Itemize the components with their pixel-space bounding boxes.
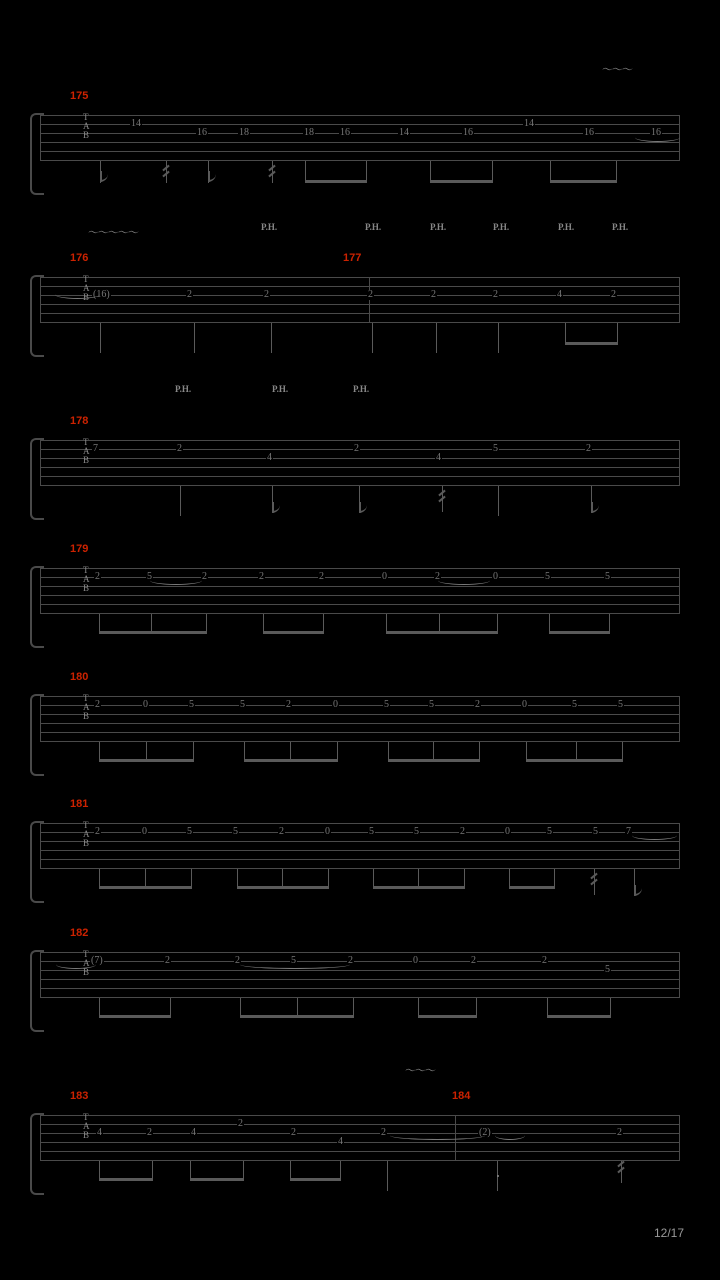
fret-number: 0 bbox=[413, 955, 418, 966]
fret-number: 2 bbox=[95, 571, 100, 582]
fret-number: (16) bbox=[93, 289, 110, 300]
fret-number: 2 bbox=[435, 571, 440, 582]
fret-number: 5 bbox=[369, 826, 374, 837]
fret-number: 0 bbox=[505, 826, 510, 837]
fret-number: 2 bbox=[279, 826, 284, 837]
tab-clef: T A B bbox=[83, 437, 90, 465]
fret-number: 5 bbox=[493, 443, 498, 454]
fret-number: 0 bbox=[143, 699, 148, 710]
fret-number: 2 bbox=[348, 955, 353, 966]
tab-clef: T A B bbox=[83, 565, 90, 593]
fret-number: 0 bbox=[382, 571, 387, 582]
tab-clef: T A B bbox=[83, 112, 90, 140]
measure-number: 177 bbox=[343, 252, 362, 264]
slur bbox=[240, 960, 350, 969]
fret-number: 2 bbox=[95, 699, 100, 710]
fret-number: 2 bbox=[586, 443, 591, 454]
tab-staff bbox=[40, 112, 680, 161]
fret-number: 2 bbox=[95, 826, 100, 837]
fret-number: 16 bbox=[197, 127, 207, 138]
pinch-harmonic-label: P.H. bbox=[493, 222, 510, 232]
measure-number: 182 bbox=[70, 927, 89, 939]
fret-number: 4 bbox=[97, 1127, 102, 1138]
pinch-harmonic-label: P.H. bbox=[365, 222, 382, 232]
pinch-harmonic-label: P.H. bbox=[175, 384, 192, 394]
fret-number: 14 bbox=[524, 118, 534, 129]
fret-number: 16 bbox=[340, 127, 350, 138]
fret-number: 16 bbox=[463, 127, 473, 138]
tab-staff bbox=[40, 437, 680, 486]
fret-number: 5 bbox=[545, 571, 550, 582]
fret-number: 16 bbox=[651, 127, 661, 138]
slur bbox=[56, 960, 96, 969]
fret-number: 2 bbox=[493, 289, 498, 300]
slur bbox=[150, 576, 202, 585]
pinch-harmonic-label: P.H. bbox=[612, 222, 629, 232]
fret-number: 2 bbox=[202, 571, 207, 582]
measure-number: 176 bbox=[70, 252, 89, 264]
slur bbox=[632, 831, 677, 840]
fret-number: 5 bbox=[547, 826, 552, 837]
vibrato-marking: 〜〜〜〜〜 bbox=[88, 226, 138, 239]
fret-number: 2 bbox=[286, 699, 291, 710]
fret-number: 5 bbox=[291, 955, 296, 966]
measure-number: 180 bbox=[70, 671, 89, 683]
fret-number: 2 bbox=[319, 571, 324, 582]
fret-number: 5 bbox=[593, 826, 598, 837]
fret-number: 2 bbox=[235, 955, 240, 966]
fret-number: 0 bbox=[522, 699, 527, 710]
tab-staff bbox=[40, 274, 680, 323]
vibrato-marking: 〜〜〜 bbox=[405, 1064, 435, 1077]
pinch-harmonic-label: P.H. bbox=[558, 222, 575, 232]
fret-number: 2 bbox=[542, 955, 547, 966]
fret-number: 4 bbox=[267, 452, 272, 463]
fret-number: 2 bbox=[471, 955, 476, 966]
fret-number: 4 bbox=[557, 289, 562, 300]
fret-number: 4 bbox=[338, 1136, 343, 1147]
tab-staff bbox=[40, 1112, 680, 1161]
fret-number: 2 bbox=[611, 289, 616, 300]
fret-number: 2 bbox=[291, 1127, 296, 1138]
fret-number: 2 bbox=[259, 571, 264, 582]
fret-number: 2 bbox=[264, 289, 269, 300]
tab-clef: T A B bbox=[83, 693, 90, 721]
fret-number: (2) bbox=[479, 1127, 491, 1138]
fret-number: 5 bbox=[240, 699, 245, 710]
fret-number: 0 bbox=[142, 826, 147, 837]
slur bbox=[390, 1131, 485, 1140]
fret-number: 5 bbox=[605, 964, 610, 975]
slur bbox=[438, 576, 490, 585]
fret-number: 16 bbox=[584, 127, 594, 138]
fret-number: 0 bbox=[333, 699, 338, 710]
fret-number: 5 bbox=[618, 699, 623, 710]
measure-number: 178 bbox=[70, 415, 89, 427]
tab-staff bbox=[40, 693, 680, 742]
tab-staff bbox=[40, 565, 680, 614]
fret-number: 5 bbox=[384, 699, 389, 710]
pinch-harmonic-label: P.H. bbox=[430, 222, 447, 232]
pinch-harmonic-label: P.H. bbox=[261, 222, 278, 232]
fret-number: 5 bbox=[572, 699, 577, 710]
fret-number: 2 bbox=[238, 1118, 243, 1129]
fret-number: 5 bbox=[605, 571, 610, 582]
slur bbox=[495, 1131, 525, 1140]
fret-number: 14 bbox=[131, 118, 141, 129]
fret-number: 5 bbox=[187, 826, 192, 837]
fret-number: 2 bbox=[460, 826, 465, 837]
fret-number: 5 bbox=[233, 826, 238, 837]
fret-number: 0 bbox=[325, 826, 330, 837]
slur bbox=[55, 290, 100, 299]
fret-number: 4 bbox=[436, 452, 441, 463]
fret-number: 5 bbox=[189, 699, 194, 710]
measure-number: 179 bbox=[70, 543, 89, 555]
fret-number: 7 bbox=[93, 443, 98, 454]
tab-clef: T A B bbox=[83, 1112, 90, 1140]
fret-number: (7) bbox=[91, 955, 103, 966]
tab-clef: T A B bbox=[83, 820, 90, 848]
fret-number: 4 bbox=[191, 1127, 196, 1138]
tab-clef: T A B bbox=[83, 949, 90, 977]
fret-number: 14 bbox=[399, 127, 409, 138]
fret-number: 5 bbox=[414, 826, 419, 837]
measure-number: 184 bbox=[452, 1090, 471, 1102]
fret-number: 2 bbox=[368, 289, 373, 300]
measure-number: 175 bbox=[70, 90, 89, 102]
fret-number: 2 bbox=[475, 699, 480, 710]
measure-number: 181 bbox=[70, 798, 89, 810]
fret-number: 18 bbox=[304, 127, 314, 138]
fret-number: 2 bbox=[147, 1127, 152, 1138]
fret-number: 2 bbox=[354, 443, 359, 454]
fret-number: 5 bbox=[147, 571, 152, 582]
tab-staff bbox=[40, 949, 680, 998]
fret-number: 2 bbox=[431, 289, 436, 300]
fret-number: 18 bbox=[239, 127, 249, 138]
fret-number: 2 bbox=[381, 1127, 386, 1138]
measure-number: 183 bbox=[70, 1090, 89, 1102]
fret-number: 7 bbox=[626, 826, 631, 837]
pinch-harmonic-label: P.H. bbox=[353, 384, 370, 394]
tab-clef: T A B bbox=[83, 274, 90, 302]
fret-number: 2 bbox=[617, 1127, 622, 1138]
vibrato-marking: 〜〜〜 bbox=[602, 63, 632, 76]
fret-number: 2 bbox=[165, 955, 170, 966]
fret-number: 0 bbox=[493, 571, 498, 582]
page-number: 12/17 bbox=[653, 1226, 684, 1240]
pinch-harmonic-label: P.H. bbox=[272, 384, 289, 394]
fret-number: 2 bbox=[187, 289, 192, 300]
fret-number: 5 bbox=[429, 699, 434, 710]
fret-number: 2 bbox=[177, 443, 182, 454]
slur bbox=[635, 133, 680, 142]
tab-staff bbox=[40, 820, 680, 869]
